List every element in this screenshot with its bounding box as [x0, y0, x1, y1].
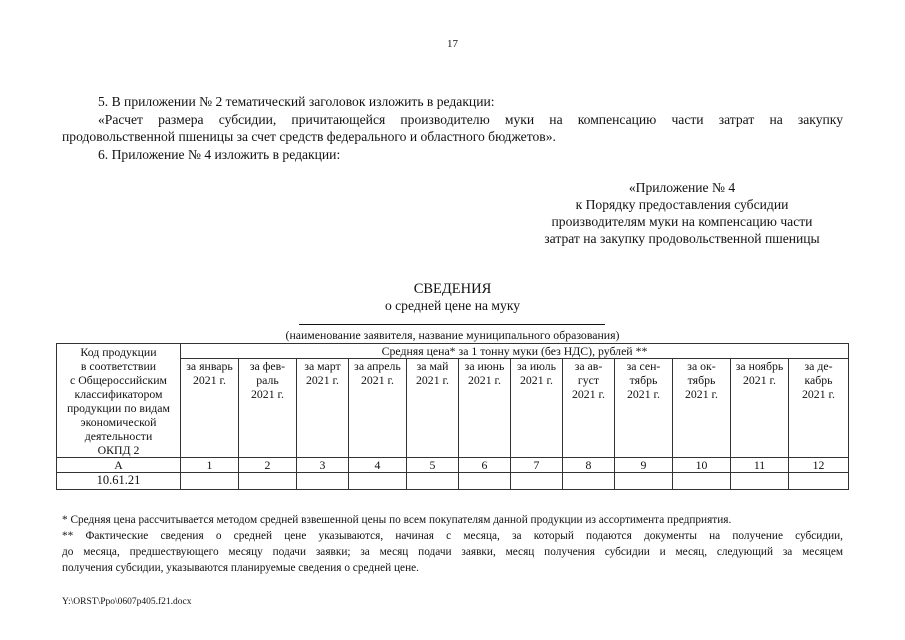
month-line: густ: [577, 373, 600, 387]
month-header-cell: [407, 359, 459, 458]
document-subtitle: о средней цене на муку: [384, 298, 521, 313]
month-header-cell: [297, 359, 349, 458]
footnote-1: * Средняя цена рассчитывается методом средней взвешенной цены по всем покупателям данной продукции из ассортимента предприятия.: [62, 514, 732, 526]
paragraph-6: 6. Приложение № 4 изложить в редакции:: [98, 147, 341, 162]
code-header-line: деятельности: [84, 429, 153, 443]
empty-value-cell: [511, 473, 563, 490]
index-cell: А: [57, 458, 181, 473]
index-cell: 11: [731, 458, 789, 473]
month-line: за ок-: [687, 359, 716, 373]
index-cell: 5: [407, 458, 459, 473]
month-line: за фев-: [249, 359, 286, 373]
quote-line-2: продовольственной пшеницы за счет средств федерального и областного бюджетов».: [62, 129, 556, 144]
month-line: 2021 г.: [802, 387, 835, 401]
footnote-2-line-3: получения субсидии, указываются планируемые сведения о средней цене.: [62, 562, 419, 574]
empty-value-cell: [789, 473, 849, 490]
month-header-cell: [239, 359, 297, 458]
empty-value-cell: [615, 473, 673, 490]
empty-value-cell: [459, 473, 511, 490]
code-header-line: экономической: [80, 415, 157, 429]
month-header-cell: [731, 359, 789, 458]
month-line: 2021 г.: [193, 373, 226, 387]
month-header-cell: [511, 359, 563, 458]
empty-value-cell: [563, 473, 615, 490]
month-line: за де-: [804, 359, 833, 373]
month-line: 2021 г.: [627, 387, 660, 401]
month-line: 2021 г.: [468, 373, 501, 387]
month-line: 2021 г.: [572, 387, 605, 401]
index-cell: 12: [789, 458, 849, 473]
price-header-cell: Средняя цена* за 1 тонну муки (без НДС), рублей **: [181, 344, 849, 359]
empty-value-cell: [673, 473, 731, 490]
appendix-line-2: к Порядку предоставления субсидии: [575, 197, 789, 212]
code-header-line: с Общероссийским: [70, 373, 167, 387]
applicant-underline: [299, 324, 605, 325]
index-cell: 3: [297, 458, 349, 473]
empty-value-cell: [297, 473, 349, 490]
appendix-line-3: производителям муки на компенсацию части: [551, 214, 813, 229]
month-line: за ав-: [574, 359, 603, 373]
quote-line-1: «Расчет размера субсидии, причитающейся производителю муки на компенсацию части затрат на закупку: [98, 112, 843, 127]
empty-value-cell: [407, 473, 459, 490]
month-line: за июнь: [464, 359, 505, 373]
table-header-row: [57, 344, 849, 359]
month-header-cell: [563, 359, 615, 458]
month-line: за март: [304, 359, 341, 373]
index-cell: 8: [563, 458, 615, 473]
month-line: 2021 г.: [306, 373, 339, 387]
month-line: 2021 г.: [520, 373, 553, 387]
code-header-line: в соответствии: [80, 359, 157, 373]
month-line: кабрь: [804, 373, 833, 387]
month-line: 2021 г.: [685, 387, 718, 401]
applicant-caption: (наименование заявителя, название муниципального образования): [285, 328, 620, 342]
code-header-line: классификатором: [74, 387, 163, 401]
month-line: 2021 г.: [361, 373, 394, 387]
index-cell: 4: [349, 458, 407, 473]
month-line: 2021 г.: [251, 387, 284, 401]
empty-value-cell: [181, 473, 239, 490]
month-header-cell: [789, 359, 849, 458]
page-number: 17: [447, 38, 458, 50]
appendix-line-1: «Приложение № 4: [628, 180, 736, 195]
month-line: тябрь: [687, 373, 716, 387]
code-header-line: ОКПД 2: [97, 443, 140, 457]
month-line: тябрь: [629, 373, 658, 387]
index-cell: 10: [673, 458, 731, 473]
index-cell: 9: [615, 458, 673, 473]
month-line: за сен-: [626, 359, 661, 373]
index-cell: 7: [511, 458, 563, 473]
month-header-cell: [673, 359, 731, 458]
month-header-cell: [181, 359, 239, 458]
document-title: СВЕДЕНИЯ: [413, 281, 492, 297]
month-line: за апрель: [354, 359, 401, 373]
index-row: [57, 458, 849, 473]
empty-value-cell: [349, 473, 407, 490]
month-line: раль: [256, 373, 279, 387]
code-header-cell: [57, 344, 181, 458]
month-line: за ноябрь: [735, 359, 784, 373]
code-header-line: продукции по видам: [66, 401, 171, 415]
code-header-line: Код продукции: [80, 345, 157, 359]
okpd-code-cell: 10.61.21: [57, 473, 181, 490]
month-line: 2021 г.: [416, 373, 449, 387]
month-header-cell: [349, 359, 407, 458]
index-cell: 6: [459, 458, 511, 473]
month-line: за май: [416, 359, 449, 373]
file-path: Y:\ORST\Ppo\0607p405.f21.docx: [62, 597, 192, 607]
empty-value-cell: [239, 473, 297, 490]
index-cell: 1: [181, 458, 239, 473]
appendix-line-4: затрат на закупку продовольственной пшеницы: [544, 231, 820, 246]
month-line: 2021 г.: [743, 373, 776, 387]
footnote-2-line-1: ** Фактические сведения о средней цене указываются, начиная с месяца, за который подаются документы на получение субсидии,: [62, 530, 843, 542]
price-table: [56, 343, 849, 490]
empty-value-cell: [731, 473, 789, 490]
footnote-2-line-2: до месяца, предшествующего месяцу подачи заявки; за месяц подачи заявки, месяц получения субсидии и месяц, следующий за месяцем: [62, 546, 843, 558]
paragraph-5: 5. В приложении № 2 тематический заголовок изложить в редакции:: [98, 94, 495, 109]
month-header-cell: [459, 359, 511, 458]
month-header-cell: [615, 359, 673, 458]
index-cell: 2: [239, 458, 297, 473]
data-row: [57, 473, 849, 490]
month-line: за июль: [517, 359, 556, 373]
month-line: за январь: [186, 359, 233, 373]
